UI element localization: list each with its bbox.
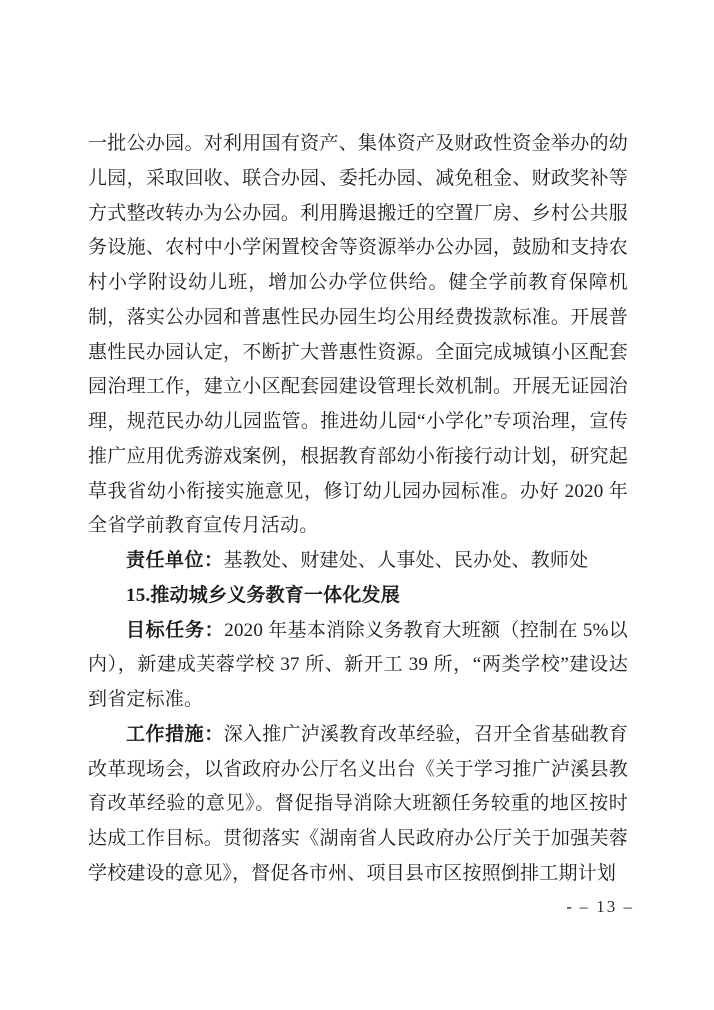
document-text-block — [88, 127, 628, 892]
measures-label: 工作措施： — [126, 723, 224, 745]
responsibility-label: 责任单位： — [126, 550, 224, 571]
page-number: - – 13 – — [566, 897, 634, 916]
responsibility-text: 基教处、财建处、人事处、民办处、教师处 — [223, 550, 589, 571]
continuation-paragraph: 一批公办园。对利用国有资产、集体资产及财政性资金举办的幼儿园，采取回收、联合办园、委托办园、减免租金、财政奖补等方式整改转办为公办园。利用腾退搬迁的空置厂房、乡村公共服务设施、农村中小学闲置校舍等资源举办公办园，鼓励和支持农村小学附设幼儿班，增加公办学位供给。健全学前教育保障机制，落实公办园和普惠性民办园生均公用经费拨款标准。开展普惠性民办园认定，不断扩大普惠性资源。全面完成城镇小区配套园治理工作，建立小区配套园建设管理长效机制。开展无证园治理，规范民办幼儿园监管。推进幼儿园“小学化”专项治理，宣传推广应用优秀游戏案例，根据教育部幼小衔接行动计划，研究起草我省幼小衔接实施意见，修订幼儿园办园标准。办好 2020 年全省学前教育宣传月活动。 — [88, 133, 628, 537]
measures-paragraph — [88, 718, 628, 892]
goal-text: 2020 年基本消除义务教育大班额（控制在 5%以内），新建成芙蓉学校 37 所、新开工 39 所，“两类学校”建设达到省定标准。 — [88, 619, 628, 710]
section-heading: 15.推动城乡义务教育一体化发展 — [126, 584, 400, 606]
responsibility-line — [88, 544, 628, 579]
goal-label: 目标任务： — [126, 619, 225, 641]
measures-text: 深入推广泸溪教育改革经验，召开全省基础教育改革现场会，以省政府办公厅名义出台《关于学习推广泸溪县教育改革经验的意见》。督促指导消除大班额任务较重的地区按时达成工作目标。贯彻落实《湖南省人民政府办公厅关于加强芙蓉学校建设的意见》，督促各市州、项目县市区按照倒排工期计划 — [88, 723, 628, 884]
goal-paragraph — [88, 614, 628, 718]
